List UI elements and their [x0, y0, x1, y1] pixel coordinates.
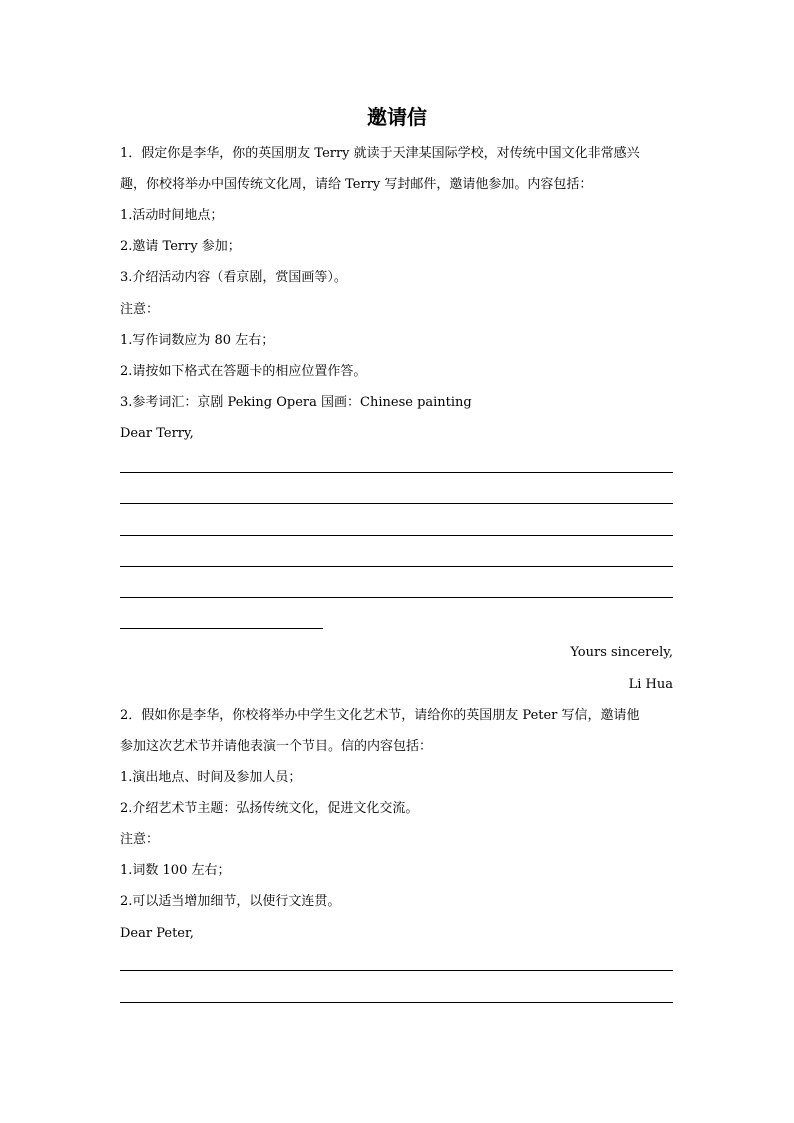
- q1-answer-line-5: [120, 597, 673, 598]
- q2-content-item-2: 2.介绍艺术节主题：弘扬传统文化，促进文化交流。: [120, 801, 419, 816]
- q1-answer-line-3: [120, 535, 673, 536]
- q1-prompt-line-1: 1．假定你是李华，你的英国朋友 Terry 就读于天津某国际学校，对传统中国文化非常感兴: [120, 146, 640, 161]
- q1-signature: Li Hua: [628, 677, 673, 692]
- document-title: 邀请信: [367, 105, 427, 129]
- q1-note-label: 注意：: [120, 302, 160, 317]
- q1-content-item-2: 2.邀请 Terry 参加；: [120, 239, 241, 254]
- q2-salutation: Dear Peter,: [120, 926, 194, 941]
- q1-closing: Yours sincerely,: [570, 645, 673, 660]
- q1-answer-line-2: [120, 503, 673, 504]
- q1-content-item-1: 1.活动时间地点；: [120, 208, 224, 223]
- q1-note-1: 1.写作词数应为 80 左右；: [120, 333, 275, 348]
- q1-salutation: Dear Terry,: [120, 426, 194, 441]
- q1-prompt-line-2: 趣，你校将举办中国传统文化周，请给 Terry 写封邮件，邀请他参加。内容包括：: [120, 177, 593, 192]
- q2-note-1: 1.词数 100 左右；: [120, 863, 231, 878]
- q1-answer-line-6: [120, 628, 323, 629]
- q2-note-2: 2.可以适当增加细节，以使行文连贯。: [120, 894, 341, 909]
- q2-prompt-line-2: 参加这次艺术节并请他表演一个节目。信的内容包括：: [120, 739, 433, 754]
- q2-answer-line-1: [120, 970, 673, 971]
- q2-prompt-line-1: 2．假如你是李华，你校将举办中学生文化艺术节，请给你的英国朋友 Peter 写信，邀请他: [120, 708, 640, 723]
- q1-content-item-3: 3.介绍活动内容（看京剧，赏国画等）。: [120, 270, 347, 285]
- q1-note-2: 2.请按如下格式在答题卡的相应位置作答。: [120, 364, 367, 379]
- q1-answer-line-4: [120, 566, 673, 567]
- q1-note-3: 3.参考词汇：京剧 Peking Opera 国画：Chinese painting: [120, 395, 472, 410]
- q1-answer-line-1: [120, 472, 673, 473]
- q2-note-label: 注意：: [120, 832, 160, 847]
- q2-content-item-1: 1.演出地点、时间及参加人员；: [120, 770, 302, 785]
- q2-answer-line-2: [120, 1002, 673, 1003]
